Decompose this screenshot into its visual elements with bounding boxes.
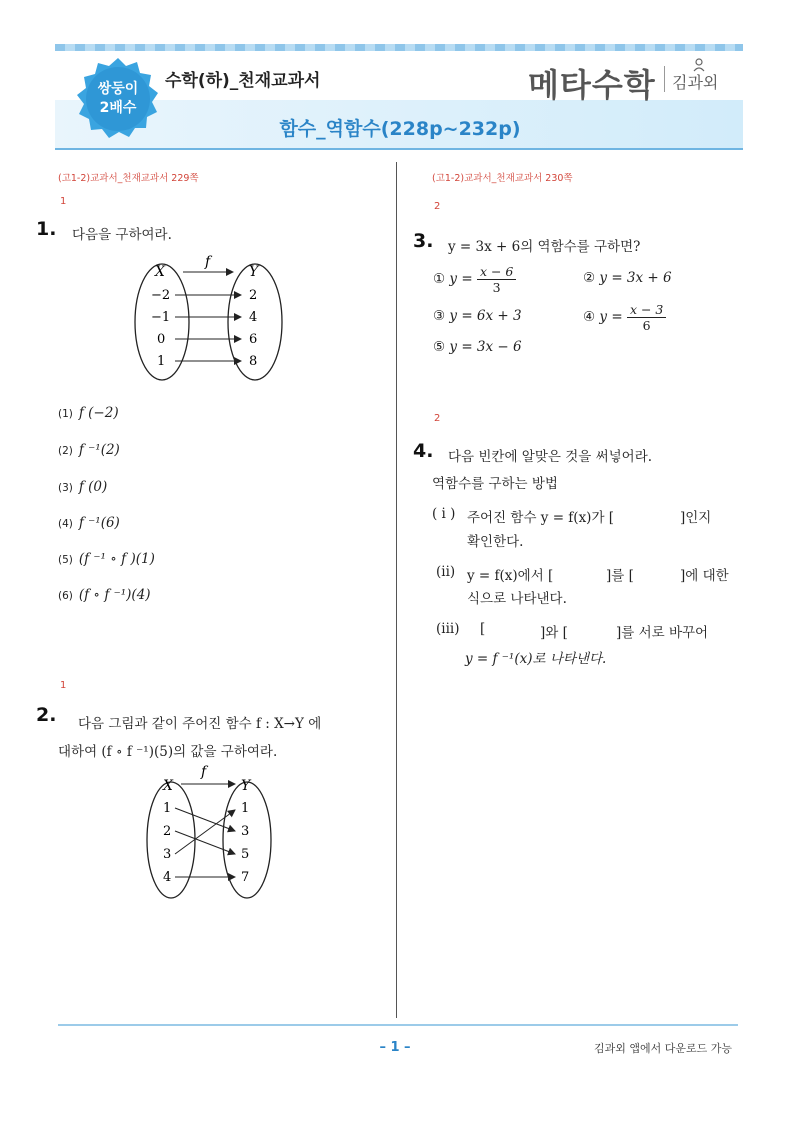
q3-option-4-prefix: y = — [599, 309, 623, 325]
q1-cod-0: 2 — [249, 288, 258, 303]
q2-map-arrow — [175, 831, 235, 854]
q1-sub-2-num: (2) — [58, 445, 73, 457]
q3-option-1[interactable] — [433, 264, 516, 295]
q3-option-4-fraction — [627, 302, 666, 333]
page-number: – 1 – — [379, 1040, 411, 1055]
q4-step-1-cont: 확인한다. — [467, 534, 524, 550]
header-stripe — [55, 44, 743, 51]
footer-note: 김과외 앱에서 다운로드 가능 — [593, 1042, 732, 1055]
q3-option-4-mark: ④ — [583, 309, 596, 325]
q3-option-4-denominator: 6 — [642, 318, 651, 333]
q3-option-2-expr: y = 3x + 6 — [599, 270, 672, 286]
q4-text: 다음 빈칸에 알맞은 것을 써넣어라. — [448, 449, 653, 465]
q2-cod-0: 1 — [241, 801, 250, 816]
q1-dom-2: 0 — [157, 332, 166, 347]
q1-cod-2: 6 — [249, 332, 258, 347]
q3-option-4-numerator: x − 3 — [627, 302, 666, 318]
q4-step-3-label: (iii) — [436, 621, 460, 637]
q2-dom-1: 2 — [163, 824, 172, 839]
q3-option-1-mark: ① — [433, 271, 446, 287]
q3-text: y = 3x + 6의 역함수를 구하면? — [448, 239, 641, 255]
q1-cod-3: 8 — [249, 354, 258, 369]
q3-option-5-expr: y = 3x − 6 — [449, 339, 522, 355]
q3-option-1-numerator: x − 6 — [477, 264, 516, 280]
q3-option-2[interactable] — [583, 270, 672, 286]
q2-text-line2: 대하여 (f ∘ f ⁻¹)(5)의 값을 구하여라. — [58, 744, 278, 760]
q3-option-1-fraction — [477, 264, 516, 295]
badge-line2: 2배수 — [99, 100, 137, 116]
q2-label-x: X — [163, 778, 173, 794]
q1-sub-1-expr: f (−2) — [78, 405, 119, 421]
badge-line1: 쌍둥이 — [97, 81, 139, 97]
q3-option-3-mark: ③ — [433, 308, 446, 324]
q1-sub-4-expr: f ⁻¹(6) — [78, 515, 120, 531]
logo-main: 메타수학 — [528, 66, 656, 104]
q1-label-x: X — [155, 264, 165, 280]
q1-dom-3: 1 — [157, 354, 166, 369]
q2-text-line1: 다음 그림과 같이 주어진 함수 f : X→Y 에 — [78, 716, 322, 732]
chapter-title: 함수_역함수(228p~232p) — [279, 118, 521, 140]
q2-number: 2. — [36, 704, 57, 726]
q1-sub-5 — [58, 551, 155, 567]
logo-separator — [664, 66, 665, 92]
q1-sub-1-num: (1) — [58, 408, 73, 420]
q1-sub-5-num: (5) — [58, 554, 73, 566]
q4-subtitle: 역함수를 구하는 방법 — [432, 476, 558, 492]
q2-cod-3: 7 — [241, 870, 250, 885]
q1-level: 1 — [60, 196, 67, 207]
q1-sub-2 — [58, 442, 120, 458]
q2-dom-3: 4 — [163, 870, 172, 885]
q1-sub-5-expr: (f ⁻¹ ∘ f )(1) — [78, 551, 155, 567]
q1-label-y: Y — [249, 264, 259, 280]
q3-option-5-mark: ⑤ — [433, 339, 446, 355]
q4-step-1-label: ( i ) — [432, 506, 456, 522]
q1-cod-1: 4 — [249, 310, 258, 325]
q1-sub-3 — [58, 479, 107, 495]
column-divider — [396, 162, 397, 1018]
q3-option-1-denominator: 3 — [492, 280, 501, 295]
q1-sub-1 — [58, 405, 119, 421]
q2-cod-2: 5 — [241, 847, 250, 862]
badge-label — [75, 80, 161, 118]
q4-step-2-text: y = f(x)에서 [ — [467, 568, 554, 584]
q2-mapping-diagram — [135, 760, 285, 905]
q4-step-1-tail: ]인지 — [680, 510, 712, 526]
q4-step-3-text: [ — [480, 621, 486, 637]
q3-level: 2 — [434, 201, 441, 212]
q1-sub-6 — [58, 587, 151, 603]
q3-option-3-expr: y = 6x + 3 — [449, 308, 522, 324]
q2-label-f: f — [201, 764, 207, 780]
q1-sub-6-num: (6) — [58, 590, 73, 602]
q1-mapping-diagram — [125, 252, 295, 387]
q4-number: 4. — [413, 440, 434, 462]
q1-sub-2-expr: f ⁻¹(2) — [78, 442, 120, 458]
q1-dom-1: −1 — [151, 310, 171, 325]
q3-option-1-prefix: y = — [449, 271, 473, 287]
q2-map-arrow — [175, 810, 235, 854]
q3-option-5[interactable] — [433, 339, 522, 355]
q1-sub-3-expr: f (0) — [78, 479, 108, 495]
q1-sub-4-num: (4) — [58, 518, 73, 530]
q4-step-1-text: 주어진 함수 y = f(x)가 [ — [467, 510, 615, 526]
q4-step-2-tail: ]에 대한 — [680, 568, 729, 584]
q1-dom-0: −2 — [151, 288, 171, 303]
q2-label-y: Y — [241, 778, 251, 794]
q4-step-2-mid: ]를 [ — [606, 568, 634, 584]
q1-text: 다음을 구하여라. — [72, 227, 172, 243]
q4-step-2-cont: 식으로 나타낸다. — [467, 591, 567, 607]
q2-cod-1: 3 — [241, 824, 250, 839]
q1-sub-3-num: (3) — [58, 482, 73, 494]
q3-option-2-mark: ② — [583, 270, 596, 286]
q2-level: 1 — [60, 680, 67, 691]
q1-sub-4 — [58, 515, 120, 531]
q3-number: 3. — [413, 230, 434, 252]
q3-option-4[interactable] — [583, 302, 666, 333]
q4-step-3-mid: ]와 [ — [540, 625, 568, 641]
q4-step-3-cont: y = f ⁻¹(x)로 나타낸다. — [465, 651, 607, 667]
q3-option-3[interactable] — [433, 308, 522, 324]
q4-level: 2 — [434, 413, 441, 424]
left-source: (고1-2)교과서_천재교과서 229쪽 — [58, 173, 199, 184]
q4-step-2-label: (ii) — [436, 564, 456, 580]
q2-dom-0: 1 — [163, 801, 172, 816]
q4-step-3-tail: ]를 서로 바꾸어 — [616, 625, 709, 641]
book-title: 수학(하)_천재교과서 — [165, 71, 321, 91]
q2-dom-2: 3 — [163, 847, 172, 862]
right-source: (고1-2)교과서_천재교과서 230쪽 — [432, 173, 573, 184]
footer-line — [58, 1024, 738, 1026]
q1-number: 1. — [36, 218, 57, 240]
q1-label-f: f — [205, 254, 211, 270]
logo-sub: 김과외 — [672, 73, 719, 92]
q1-sub-6-expr: (f ∘ f ⁻¹)(4) — [78, 587, 151, 603]
